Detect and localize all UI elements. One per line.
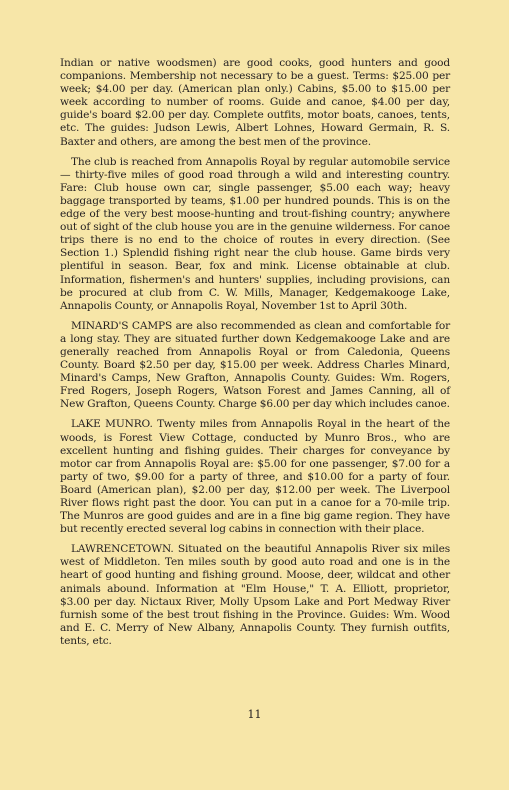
paragraph-lawrencetown: LAWRENCETOWN. Situated on the beautiful Annapolis River six miles west of Middleton. Ten miles south by good auto road and one is in the heart of good hunting and fishing ground. Moose, deer, wildcat and other animals abound. Information at "Elm House," T. A. Elliott, proprietor, $3.00 per day. Nictaux River, Molly Upsom Lake and Port Medway River furnish some of the best trout fishing in the Province. Guides: Wm. Wood and E. C. Merry of New Albany, Annapolis County. They furnish outfits, tents, etc. [60, 543, 450, 647]
body-text [60, 57, 450, 648]
paragraph-lake-munro: LAKE MUNRO. Twenty miles from Annapolis Royal in the heart of the woods, is Forest View Cottage, conducted by Munro Bros., who are excellent hunting and fishing guides. Their charges for conveyance by motor car from Annapolis Royal are: $5.00 for one passenger, $7.00 for a party of two, $9.00 for a party of three, and $10.00 for a party of four. Board (American plan), $2.00 per day, $12.00 per week. The Liverpool River flows right past the door. You can put in a canoe for a 70-mile trip. The Munros are good guides and are in a fine big game region. They have but recently erected several log cabins in connection with their place. [60, 418, 450, 536]
page-number: 11 [247, 708, 262, 721]
paragraph-club-access: The club is reached from Annapolis Royal by regular automobile service — thirty-five miles of good road through a wild and interesting country. Fare: Club house own car, single passenger, $5.00 each way; heavy baggage transported by teams, $1.00 per hundred pounds. This is on the edge of the very best moose-hunting and trout-fishing country; anywhere out of sight of the club house you are in the genuine wilderness. For canoe trips there is no end to the choice of routes in every direction. (See Section 1.) Splendid fishing right near the club house. Game birds very plentiful in season. Bear, fox and mink. License obtainable at club. Information, fishermen's and hunters' supplies, including provisions, can be procured at club from C. W. Mills, Manager, Kedgemakooge Lake, Annapolis County, or Annapolis Royal, November 1st to April 30th. [60, 155, 450, 312]
paragraph-club-terms: Indian or native woodsmen) are good cooks, good hunters and good companions. Membership not necessary to be a guest. Terms: $25.00 per week; $4.00 per day. (American plan only.) Cabins, $5.00 to $15.00 per week according to number of rooms. Guide and canoe, $4.00 per day, guide's board $2.00 per day. Complete outfits, motor boats, canoes, tents, etc. The guides: Judson Lewis, Albert Lohnes, Howard Germain, R. S. Baxter and others, are among the best men of the province. [60, 57, 450, 148]
paragraph-minards-camps: MINARD'S CAMPS are also recommended as clean and comfortable for a long stay. They are situated further down Kedgemakooge Lake and are generally reached from Annapolis Royal or from Caledonia, Queens County. Board $2.50 per day, $15.00 per week. Address Charles Minard, Minard's Camps, New Grafton, Annapolis County. Guides: Wm. Rogers, Fred Rogers, Joseph Rogers, Watson Forest and James Canning, all of New Grafton, Queens County. Charge $6.00 per day which includes canoe. [60, 319, 450, 411]
